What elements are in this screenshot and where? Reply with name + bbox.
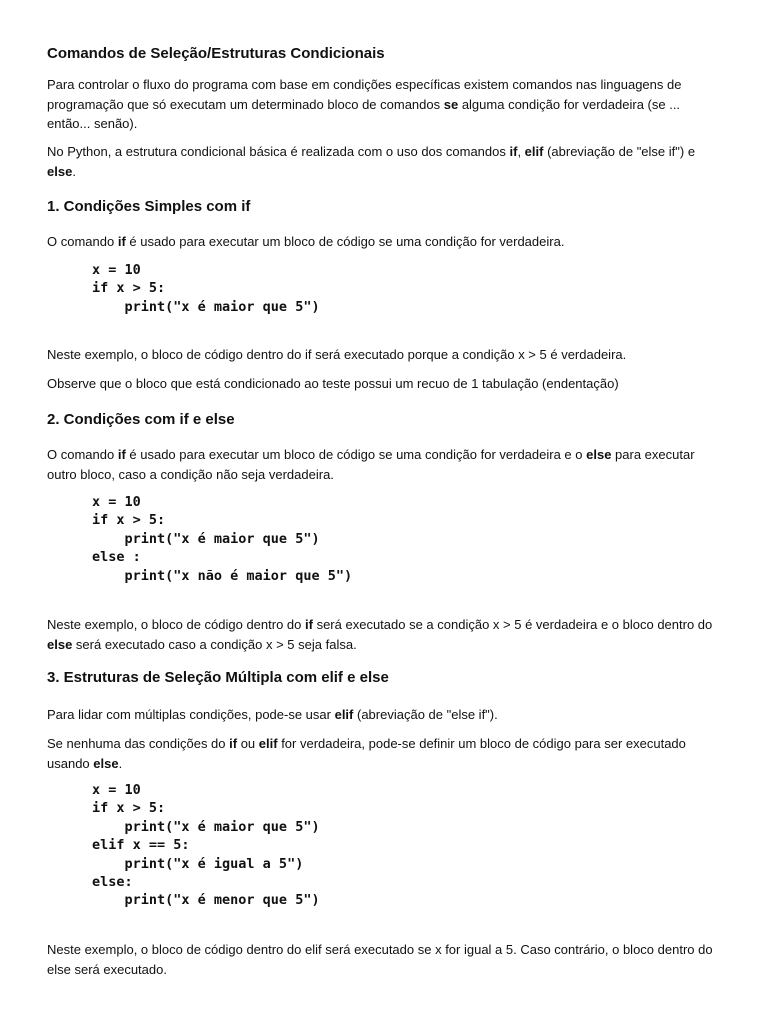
section-2-heading: 2. Condições com if e else bbox=[47, 411, 235, 428]
text-run: Se nenhuma das condições do bbox=[47, 736, 230, 751]
page-title: Comandos de Seleção/Estruturas Condicionais bbox=[47, 45, 385, 62]
section-3-heading: 3. Estruturas de Seleção Múltipla com elif e else bbox=[47, 669, 389, 686]
text-run: for verdadeira, pode-se definir um bloco de código para ser executado usando bbox=[47, 736, 686, 771]
keyword-if: if bbox=[229, 736, 238, 751]
keyword-else: else bbox=[93, 755, 119, 771]
keyword-if: if bbox=[117, 234, 126, 249]
section-1-paragraph-2: Neste exemplo, o bloco de código dentro do if será executado porque a condição x > 5 é verdadeira. bbox=[47, 347, 627, 362]
text-run: alguma condição for verdadeira (se ... então... senão). bbox=[47, 96, 681, 131]
section-1-paragraph-1 bbox=[47, 232, 727, 252]
intro-paragraph-1 bbox=[47, 75, 727, 134]
text-run: Neste exemplo, o bloco de código dentro do bbox=[47, 617, 306, 632]
text-run: ou bbox=[237, 736, 259, 751]
text-run: (abreviação de "else if") e bbox=[543, 144, 696, 159]
code-block-1: x = 10 if x > 5: print("x é maior que 5") bbox=[92, 262, 320, 315]
keyword-elif: elif bbox=[524, 144, 544, 159]
text-run: (abreviação de "else if"). bbox=[353, 707, 498, 722]
text-run: é usado para executar um bloco de código se uma condição for verdadeira. bbox=[125, 234, 565, 249]
keyword-se: se bbox=[443, 96, 459, 112]
text-run: para executar outro bloco, caso a condição não seja verdadeira. bbox=[47, 447, 695, 482]
section-1-paragraph-3: Observe que o bloco que está condicionado ao teste possui um recuo de 1 tabulação (endentação) bbox=[47, 376, 619, 391]
keyword-else: else bbox=[586, 447, 612, 462]
code-block-2: x = 10 if x > 5: print("x é maior que 5") else : print("x não é maior que 5") bbox=[92, 494, 353, 584]
intro-paragraph-2 bbox=[47, 142, 727, 181]
keyword-elif: elif bbox=[258, 736, 278, 751]
section-2-paragraph-2 bbox=[47, 615, 727, 654]
text-run: O comando bbox=[47, 447, 118, 462]
keyword-else: else bbox=[47, 163, 73, 179]
section-3-paragraph-2 bbox=[47, 734, 727, 773]
text-run: Para controlar o fluxo do programa com base em condições específicas existem comandos nas linguagens de programação que só executam um determinado bloco de comandos bbox=[47, 77, 682, 112]
keyword-if: if bbox=[117, 447, 126, 462]
keyword-if: if bbox=[509, 144, 518, 159]
section-1-heading: 1. Condições Simples com if bbox=[47, 198, 251, 215]
text-run: é usado para executar um bloco de código se uma condição for verdadeira e o bbox=[125, 447, 587, 462]
text-run: será executado caso a condição x > 5 seja falsa. bbox=[72, 636, 357, 652]
text-run: , bbox=[517, 144, 525, 159]
text-run: O comando bbox=[47, 234, 118, 249]
text-run: . bbox=[72, 163, 76, 179]
section-2-paragraph-1 bbox=[47, 445, 727, 484]
text-run: será executado se a condição x > 5 é verdadeira e o bloco dentro do bbox=[312, 617, 713, 632]
keyword-elif: elif bbox=[334, 707, 354, 722]
keyword-else: else bbox=[47, 636, 73, 652]
text-run: . bbox=[118, 755, 123, 771]
text-run: No Python, a estrutura condicional básica é realizada com o uso dos comandos bbox=[47, 144, 510, 159]
text-run: Para lidar com múltiplas condições, pode-se usar bbox=[47, 707, 335, 722]
section-3-paragraph-1 bbox=[47, 705, 727, 725]
keyword-if: if bbox=[305, 617, 313, 632]
section-3-paragraph-3: Neste exemplo, o bloco de código dentro do elif será executado se x for igual a 5. Caso contrário, o bloco dentro do else será executado. bbox=[47, 942, 713, 977]
code-block-3: x = 10 if x > 5: print("x é maior que 5") elif x == 5: print("x é igual a 5") else: print("x é menor que 5") bbox=[92, 782, 320, 909]
